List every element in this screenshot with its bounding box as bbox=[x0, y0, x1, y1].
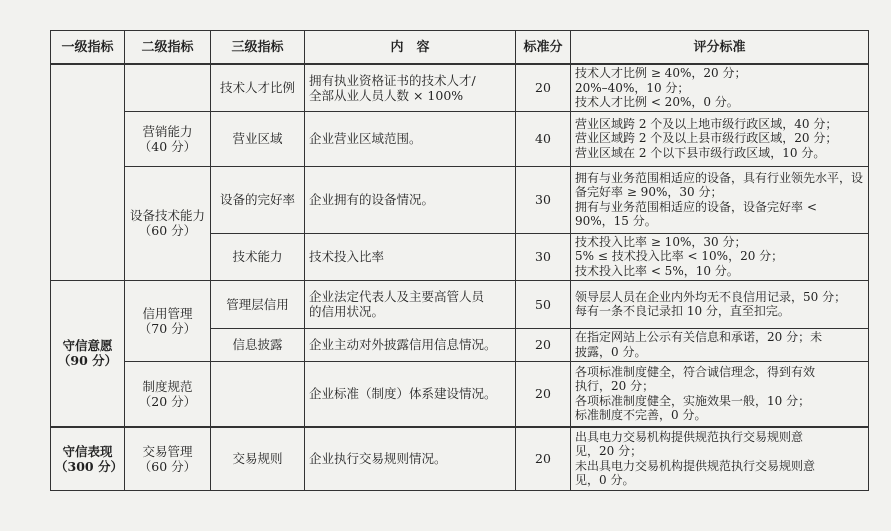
score-cell: 40 bbox=[516, 111, 571, 166]
level2-cell: 制度规范 （20 分） bbox=[125, 361, 211, 427]
header-level3: 三级指标 bbox=[211, 31, 305, 65]
score-cell: 20 bbox=[516, 328, 571, 361]
level1-cell bbox=[51, 64, 125, 280]
level2-cell bbox=[125, 64, 211, 111]
content-cell: 企业营业区域范围。 bbox=[305, 111, 516, 166]
content-cell: 企业主动对外披露信用信息情况。 bbox=[305, 328, 516, 361]
criteria-cell: 出具电力交易机构提供规范执行交易规则意 见，20 分； 未出具电力交易机构提供规范执行交易规则意 见，0 分。 bbox=[571, 427, 869, 490]
table-row bbox=[51, 111, 869, 166]
header-row bbox=[51, 31, 869, 65]
level2-cell: 设备技术能力 （60 分） bbox=[125, 166, 211, 280]
level2-cell: 营销能力 （40 分） bbox=[125, 111, 211, 166]
table-row bbox=[51, 166, 869, 233]
content-cell: 技术投入比率 bbox=[305, 233, 516, 280]
criteria-cell: 技术投入比率 ≥ 10%，30 分； 5% ≤ 技术投入比率 < 10%，20 分； 技术投入比率 < 5%，10 分。 bbox=[571, 233, 869, 280]
content-cell: 企业法定代表人及主要高管人员 的信用状况。 bbox=[305, 280, 516, 328]
score-cell: 20 bbox=[516, 427, 571, 490]
header-level1: 一级指标 bbox=[51, 31, 125, 65]
criteria-cell: 各项标准制度健全，符合诚信理念，得到有效 执行，20 分； 各项标准制度健全，实施效果一般，10 分； 标准制度不完善，0 分。 bbox=[571, 361, 869, 427]
criteria-cell: 营业区域跨 2 个及以上地市级行政区域，40 分； 营业区域跨 2 个及以上县市级行政区域，20 分； 营业区域在 2 个以下县市级行政区域，10 分。 bbox=[571, 111, 869, 166]
level3-cell: 技术能力 bbox=[211, 233, 305, 280]
header-content: 内 容 bbox=[305, 31, 516, 65]
header-level2: 二级指标 bbox=[125, 31, 211, 65]
table-row bbox=[51, 361, 869, 427]
score-cell: 20 bbox=[516, 361, 571, 427]
score-cell: 20 bbox=[516, 64, 571, 111]
level1-cell: 守信表现 （300 分） bbox=[51, 427, 125, 490]
level3-cell: 营业区域 bbox=[211, 111, 305, 166]
criteria-cell: 在指定网站上公示有关信息和承诺，20 分；未 披露，0 分。 bbox=[571, 328, 869, 361]
score-cell: 50 bbox=[516, 280, 571, 328]
level2-cell: 信用管理 （70 分） bbox=[125, 280, 211, 361]
criteria-cell: 技术人才比例 ≥ 40%，20 分； 20%–40%，10 分； 技术人才比例 < 20%，0 分。 bbox=[571, 64, 869, 111]
level3-cell bbox=[211, 361, 305, 427]
score-cell: 30 bbox=[516, 233, 571, 280]
score-cell: 30 bbox=[516, 166, 571, 233]
level2-cell: 交易管理 （60 分） bbox=[125, 427, 211, 490]
content-cell: 企业标准（制度）体系建设情况。 bbox=[305, 361, 516, 427]
content-cell: 企业执行交易规则情况。 bbox=[305, 427, 516, 490]
table-row bbox=[51, 64, 869, 111]
level3-cell: 信息披露 bbox=[211, 328, 305, 361]
level3-cell: 技术人才比例 bbox=[211, 64, 305, 111]
level3-cell: 交易规则 bbox=[211, 427, 305, 490]
criteria-cell: 拥有与业务范围相适应的设备，具有行业领先水平，设备完好率 ≥ 90%，30 分； 拥有与业务范围相适应的设备，设备完好率 < 90%，15 分。 bbox=[571, 166, 869, 233]
header-criteria: 评分标准 bbox=[571, 31, 869, 65]
table-row bbox=[51, 427, 869, 490]
table-row bbox=[51, 280, 869, 328]
criteria-cell: 领导层人员在企业内外均无不良信用记录，50 分； 每有一条不良记录扣 10 分，直至扣完。 bbox=[571, 280, 869, 328]
content-cell: 拥有执业资格证书的技术人才/ 全部从业人员人数 × 100% bbox=[305, 64, 516, 111]
criteria-table bbox=[50, 30, 869, 491]
level1-cell: 守信意愿 （90 分） bbox=[51, 280, 125, 427]
level3-cell: 管理层信用 bbox=[211, 280, 305, 328]
content-cell: 企业拥有的设备情况。 bbox=[305, 166, 516, 233]
header-score: 标准分 bbox=[516, 31, 571, 65]
level3-cell: 设备的完好率 bbox=[211, 166, 305, 233]
